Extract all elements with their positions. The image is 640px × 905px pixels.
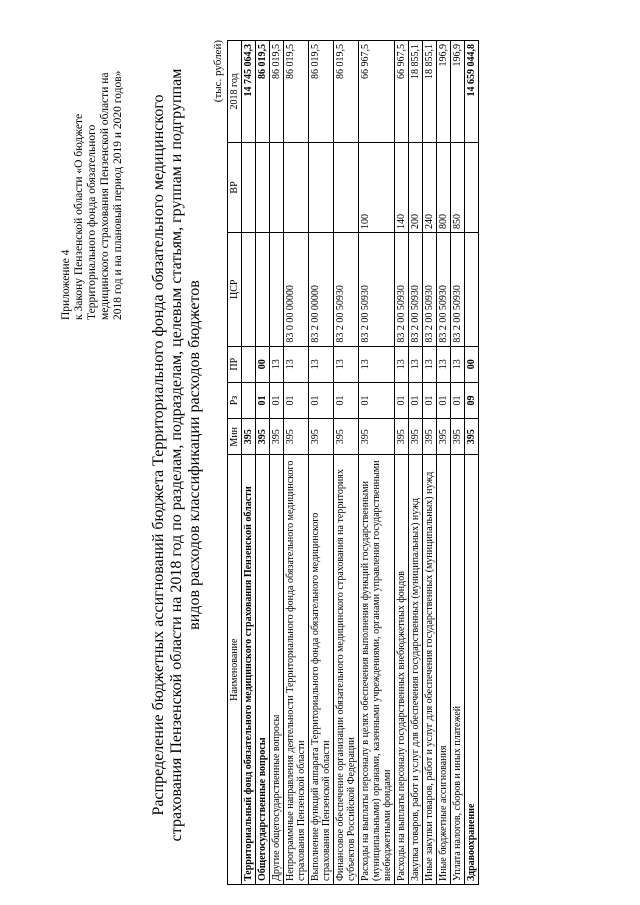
title-line: страхования Пензенской области на 2018 год по разделам, подразделам, целевым статьям, группам и подгруппам bbox=[168, 68, 185, 842]
cell-rz: 01 bbox=[309, 382, 334, 418]
budget-table bbox=[227, 40, 479, 885]
cell-csr bbox=[270, 233, 284, 347]
units-label: (тыс. рублей) bbox=[212, 40, 224, 103]
cell-min: 395 bbox=[359, 419, 395, 455]
title-line: Распределение бюджетных ассигнований бюджета Территориального фонда обязательного медицинского bbox=[150, 94, 167, 816]
cell-rz: 01 bbox=[395, 382, 409, 418]
header-rz: Рз bbox=[228, 382, 242, 418]
cell-rz: 01 bbox=[359, 382, 395, 418]
document-title bbox=[150, 25, 204, 885]
cell-vr: 800 bbox=[437, 142, 451, 232]
cell-sum: 86 019,5 bbox=[270, 41, 284, 143]
table-row bbox=[437, 41, 451, 885]
cell-sum: 196,9 bbox=[437, 41, 451, 143]
cell-min: 395 bbox=[451, 419, 465, 455]
cell-csr: 83 2 00 50930 bbox=[451, 233, 465, 347]
cell-rz: 09 bbox=[465, 382, 479, 418]
cell-rz: 01 bbox=[451, 382, 465, 418]
cell-min: 395 bbox=[309, 419, 334, 455]
cell-csr: 83 0 00 00000 bbox=[284, 233, 309, 347]
table-row bbox=[465, 41, 479, 885]
cell-sum: 86 019,5 bbox=[284, 41, 309, 143]
appendix-line: медицинского страхования Пензенской области на bbox=[99, 72, 111, 320]
cell-csr: 83 2 00 50930 bbox=[334, 233, 359, 347]
cell-pr: 13 bbox=[359, 346, 395, 382]
cell-name: Расходы на выплаты персоналу государственных внебюджетных фондов bbox=[395, 455, 409, 885]
cell-name: Здравоохранение bbox=[465, 455, 479, 885]
cell-sum: 18 855,1 bbox=[409, 41, 423, 143]
cell-rz bbox=[242, 382, 256, 418]
cell-rz: 01 bbox=[437, 382, 451, 418]
cell-csr: 83 2 00 50930 bbox=[437, 233, 451, 347]
cell-name: Расходы на выплаты персоналу в целях обеспечения выполнения функций государственными (муниципальными) органами, казенными учреждениями, органами управления государственными внебюджетными фондами bbox=[359, 455, 395, 885]
cell-pr: 13 bbox=[451, 346, 465, 382]
cell-name: Непрограммные направления деятельности Территориального фонда обязательного медицинского страхования Пензенской области bbox=[284, 455, 309, 885]
cell-vr: 200 bbox=[409, 142, 423, 232]
table-row bbox=[256, 41, 270, 885]
header-vr: ВР bbox=[228, 142, 242, 232]
cell-sum: 196,9 bbox=[451, 41, 465, 143]
cell-sum: 86 019,5 bbox=[334, 41, 359, 143]
appendix-line: Приложение 4 bbox=[60, 249, 72, 320]
table-row bbox=[409, 41, 423, 885]
cell-name: Территориальный фонд обязательного медицинского страхования Пензенской области bbox=[242, 455, 256, 885]
cell-min: 395 bbox=[270, 419, 284, 455]
table-row bbox=[359, 41, 395, 885]
cell-pr bbox=[242, 346, 256, 382]
cell-sum: 18 855,1 bbox=[423, 41, 437, 143]
cell-name: Закупка товаров, работ и услуг для обеспечения государственных (муниципальных) нужд bbox=[409, 455, 423, 885]
cell-name: Выполнение функций аппарата Территориального фонда обязательного медицинского страхования Пензенской области bbox=[309, 455, 334, 885]
cell-csr bbox=[465, 233, 479, 347]
header-pr: ПР bbox=[228, 346, 242, 382]
cell-pr: 13 bbox=[309, 346, 334, 382]
cell-csr: 83 2 00 00000 bbox=[309, 233, 334, 347]
table-row bbox=[423, 41, 437, 885]
cell-min: 395 bbox=[465, 419, 479, 455]
cell-vr: 140 bbox=[395, 142, 409, 232]
cell-csr bbox=[242, 233, 256, 347]
cell-sum: 66 967,5 bbox=[395, 41, 409, 143]
cell-vr bbox=[334, 142, 359, 232]
cell-csr: 83 2 00 50930 bbox=[395, 233, 409, 347]
cell-csr: 83 2 00 50930 bbox=[409, 233, 423, 347]
header-min: Мин bbox=[228, 419, 242, 455]
cell-rz: 01 bbox=[256, 382, 270, 418]
table-row bbox=[451, 41, 465, 885]
cell-name: Общегосударственные вопросы bbox=[256, 455, 270, 885]
cell-min: 395 bbox=[242, 419, 256, 455]
appendix-line: 2018 год и на плановый период 2019 и 2020 годов» bbox=[112, 70, 124, 320]
cell-pr: 13 bbox=[395, 346, 409, 382]
table-row bbox=[270, 41, 284, 885]
cell-sum: 86 019,5 bbox=[309, 41, 334, 143]
cell-min: 395 bbox=[423, 419, 437, 455]
cell-csr: 83 2 00 50930 bbox=[359, 233, 395, 347]
cell-pr: 13 bbox=[284, 346, 309, 382]
cell-min: 395 bbox=[395, 419, 409, 455]
cell-csr: 83 2 00 50930 bbox=[423, 233, 437, 347]
cell-vr bbox=[309, 142, 334, 232]
cell-name: Иные бюджетные ассигнования bbox=[437, 455, 451, 885]
cell-min: 395 bbox=[334, 419, 359, 455]
cell-pr: 00 bbox=[465, 346, 479, 382]
title-line: видов расходов классификации расходов бюджетов bbox=[186, 280, 203, 630]
cell-vr bbox=[256, 142, 270, 232]
cell-pr: 13 bbox=[270, 346, 284, 382]
cell-csr bbox=[256, 233, 270, 347]
cell-name: Финансовое обеспечение организации обязательного медицинского страхования на территориях субъектов Российской Федерации bbox=[334, 455, 359, 885]
cell-min: 395 bbox=[409, 419, 423, 455]
cell-vr: 240 bbox=[423, 142, 437, 232]
header-sum: 2018 год bbox=[228, 41, 242, 143]
cell-sum: 86 019,5 bbox=[256, 41, 270, 143]
cell-pr: 13 bbox=[409, 346, 423, 382]
cell-rz: 01 bbox=[270, 382, 284, 418]
cell-pr: 00 bbox=[256, 346, 270, 382]
cell-name: Уплата налогов, сборов и иных платежей bbox=[451, 455, 465, 885]
cell-min: 395 bbox=[437, 419, 451, 455]
cell-sum: 14 745 064,3 bbox=[242, 41, 256, 143]
cell-rz: 01 bbox=[423, 382, 437, 418]
header-csr: ЦСР bbox=[228, 233, 242, 347]
cell-vr bbox=[284, 142, 309, 232]
header-name: Наименование bbox=[228, 455, 242, 885]
cell-min: 395 bbox=[256, 419, 270, 455]
appendix-note bbox=[60, 71, 125, 320]
appendix-line: к Закону Пензенской области «О бюджете bbox=[73, 113, 85, 320]
cell-sum: 66 967,5 bbox=[359, 41, 395, 143]
table-row bbox=[309, 41, 334, 885]
cell-pr: 13 bbox=[334, 346, 359, 382]
cell-pr: 13 bbox=[423, 346, 437, 382]
cell-vr bbox=[270, 142, 284, 232]
cell-name: Иные закупки товаров, работ и услуг для обеспечения государственных (муниципальных) нужд bbox=[423, 455, 437, 885]
cell-pr: 13 bbox=[437, 346, 451, 382]
cell-sum: 14 659 044,8 bbox=[465, 41, 479, 143]
cell-vr: 100 bbox=[359, 142, 395, 232]
table-row bbox=[284, 41, 309, 885]
table-header-row bbox=[228, 41, 242, 885]
cell-rz: 01 bbox=[409, 382, 423, 418]
table-row bbox=[242, 41, 256, 885]
cell-vr bbox=[242, 142, 256, 232]
cell-vr: 850 bbox=[451, 142, 465, 232]
table-row bbox=[395, 41, 409, 885]
cell-rz: 01 bbox=[284, 382, 309, 418]
table-row bbox=[334, 41, 359, 885]
appendix-line: Территориального фонда обязательного bbox=[86, 124, 98, 320]
cell-rz: 01 bbox=[334, 382, 359, 418]
cell-min: 395 bbox=[284, 419, 309, 455]
cell-name: Другие общегосударственные вопросы bbox=[270, 455, 284, 885]
cell-vr bbox=[465, 142, 479, 232]
